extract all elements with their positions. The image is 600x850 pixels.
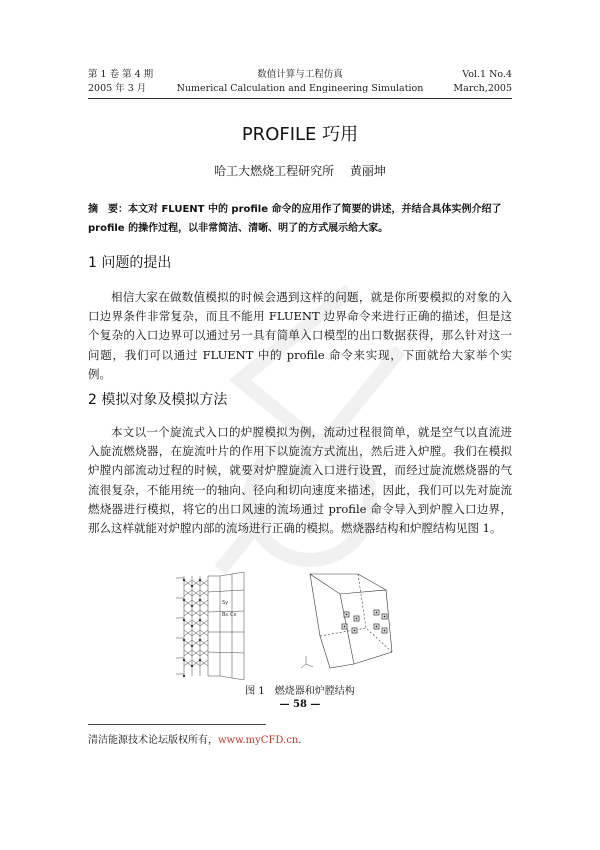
section-2-heading: 2 模拟对象及模拟方法	[88, 392, 228, 408]
abstract-label: 摘 要：	[88, 204, 128, 215]
section-1-heading: 1 问题的提出	[88, 255, 172, 271]
header-date-cn: 2005 年 3 月	[88, 83, 147, 94]
header-vol-en: Vol.1 No.4	[462, 69, 512, 80]
figure-1-drawing	[170, 572, 410, 680]
burner-mesh-illustration	[176, 572, 244, 680]
section-2-body: 本文以一个旋流式入口的炉膛模拟为例，流动过程很简单，就是空气以直流进入旋流燃烧器，在旋流叶片的作用下以旋流方式流出，然后进入炉膛。我们在模拟炉膛内部流动过程的时候，就要对炉膛旋流入口进行设置，而经过旋流燃烧器的气流很复杂，不能用统一的轴向、径向和切向速度来描述，因此，我们可以先对旋流燃烧器进行模拟，将它的出口风速的流场通过 profile 命令导入到炉膛入口边界，那么这样就能对炉膛内部的流场进行正确的模拟。燃烧器结构和炉膛结构见图 1。	[88, 425, 512, 536]
header-vol-issue: 第 1 卷 第 4 期	[88, 69, 154, 80]
footer-text: 清洁能源技术论坛版权所有，	[88, 735, 218, 746]
header-date-en: March,2005	[453, 83, 512, 94]
footer	[88, 731, 301, 746]
header-journal-cn: 数值计算与工程仿真	[257, 69, 343, 80]
author-line: 哈工大燃烧工程研究所 黄丽坤	[214, 164, 386, 178]
footer-link[interactable]: www.myCFD.cn	[218, 735, 299, 746]
header-journal-en: Numerical Calculation and Engineering Simulation	[176, 83, 424, 94]
furnace-inlet-boxes	[342, 610, 387, 633]
axis-label-sy: Sy	[222, 600, 229, 606]
footer-suffix: .	[298, 735, 302, 746]
abstract-text: 本文对 FLUENT 中的 profile 命令的应用作了简要的讲述，并结合具体实例介绍了 profile 的操作过程，以非常简洁、清晰、明了的方式展示给大家。	[88, 204, 502, 234]
footer-rule	[88, 724, 266, 725]
header-right	[453, 68, 512, 96]
page-title: PROFILE 巧用	[241, 124, 359, 145]
header-rule	[88, 98, 512, 99]
figure-1	[170, 572, 410, 684]
section-1-body: 相信大家在做数值模拟的时候会遇到这样的问题，就是你所要模拟的对象的入口边界条件非常复杂，而且不能用 FLUENT 边界命令来进行正确的描述，但是这个复杂的入口边界可以通过另一具有简单入口模型的出口数据获得，那么针对这一问题，我们可以通过 FLUENT 中的 profile 命令来实现，下面就给大家举个实例。	[88, 290, 512, 381]
coordinate-axes-icon	[301, 656, 313, 668]
figure-1-caption: 图 1 燃烧器和炉膛结构	[245, 686, 355, 697]
axis-label-bs: Bs	[222, 612, 229, 618]
abstract	[88, 200, 512, 238]
furnace-wireframe-illustration	[310, 574, 392, 668]
axis-label-cx: Cx	[230, 612, 237, 618]
page-number: — 58 —	[279, 699, 321, 710]
